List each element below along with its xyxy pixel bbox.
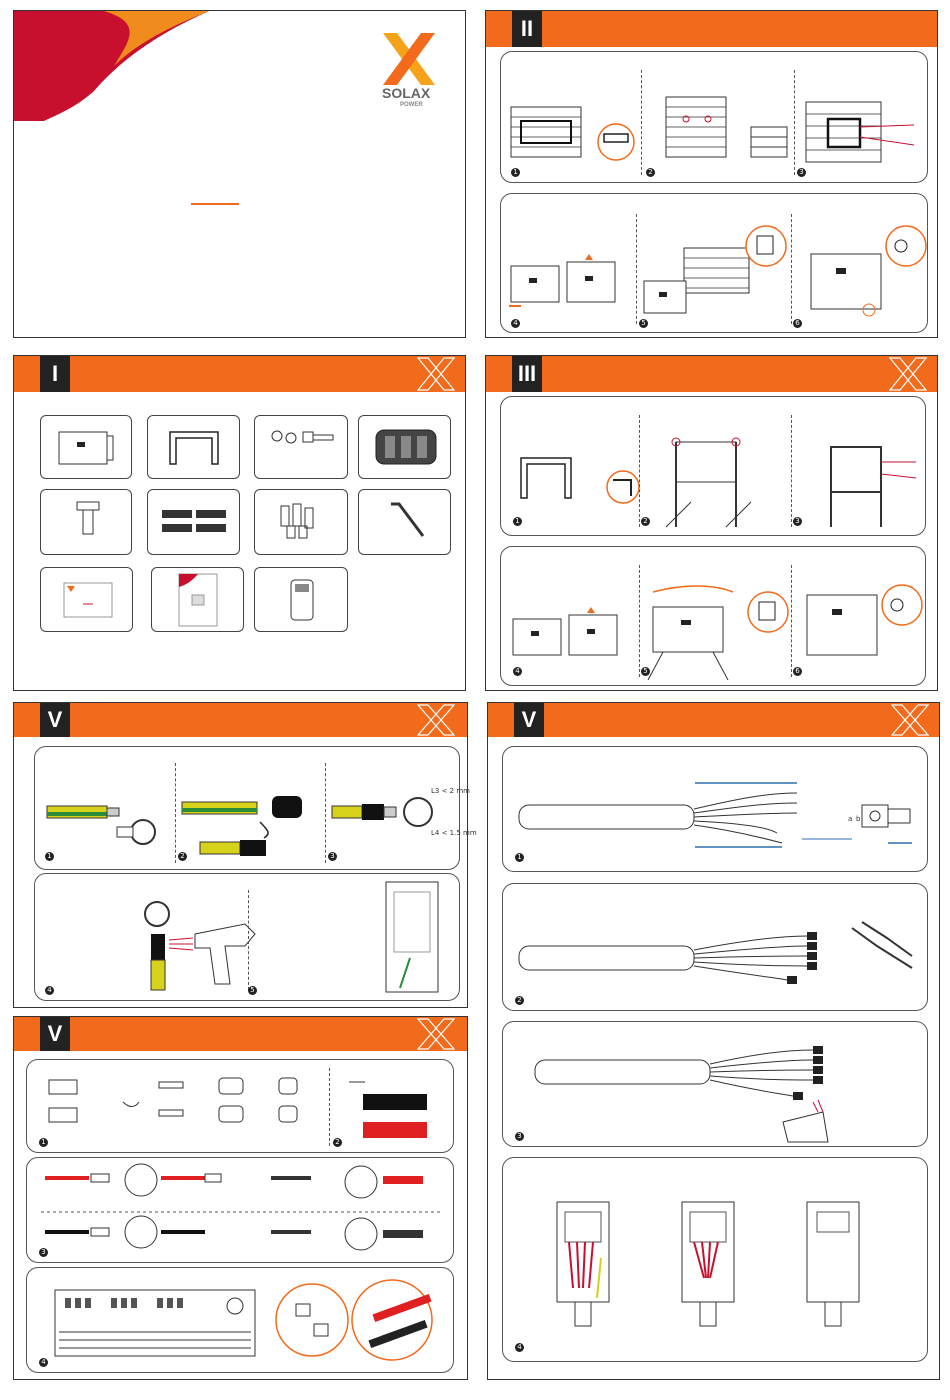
- inverter-closed-icon: [803, 1198, 863, 1328]
- section-roman: V: [40, 703, 70, 737]
- step-number: 2: [515, 996, 524, 1005]
- bolt-icon: [73, 500, 103, 540]
- step-box-crimp: [502, 883, 928, 1011]
- step-box-plug: [26, 1267, 454, 1373]
- card-icon: [63, 582, 113, 618]
- item-bracket: [147, 415, 240, 479]
- divider: [175, 763, 176, 863]
- step-number: 1: [515, 853, 524, 862]
- step-number: 1: [39, 1138, 48, 1147]
- step-number: 5: [248, 986, 257, 995]
- step-box-drill: [500, 51, 928, 183]
- step-box-assemble: [26, 1157, 454, 1263]
- step-number: 2: [641, 517, 650, 526]
- dimension-label: L4 < 1.5 mm: [431, 829, 477, 837]
- divider: [641, 70, 642, 175]
- solax-watermark-icon: [888, 703, 932, 737]
- item-ct-meter: [254, 567, 348, 632]
- divider: [791, 214, 792, 324]
- step-number: 3: [328, 852, 337, 861]
- ac-cable-crimp-icon: [517, 898, 917, 998]
- step-box-parts: [26, 1059, 454, 1153]
- section-ac-connection: [487, 702, 940, 1380]
- section-header: [486, 11, 937, 47]
- stand-bracket-icon: [801, 432, 921, 532]
- solax-logo-icon: [379, 31, 439, 87]
- hex-key-icon: [387, 500, 427, 544]
- bracket-icon: [513, 452, 633, 512]
- step-number: 2: [333, 1138, 342, 1147]
- step-number: 4: [39, 1358, 48, 1367]
- section-roman: I: [40, 356, 70, 392]
- step-box-heat: [34, 873, 460, 1001]
- step-box-mount: [500, 546, 926, 686]
- step-number: 4: [515, 1343, 524, 1352]
- pv-wire-strip-icon: [345, 1074, 445, 1144]
- wiring-box-icon: [553, 1198, 613, 1328]
- pv-parts-icon: [43, 1072, 323, 1142]
- step-box-stand: [500, 396, 926, 536]
- inverter-mounted-icon: [801, 224, 931, 324]
- divider: [329, 1068, 330, 1146]
- dimension-label: a: [848, 815, 853, 823]
- section-bracket-mount: [485, 355, 938, 691]
- item-ground-bolt: [40, 489, 132, 555]
- section-wall-mount: [485, 10, 938, 338]
- step-number: 1: [511, 168, 520, 177]
- step-box-wire: [502, 1157, 928, 1362]
- step-number: 6: [793, 667, 802, 676]
- step-box-shrink: [502, 1021, 928, 1147]
- manual-icon: [178, 573, 218, 627]
- solax-watermark-icon: [886, 356, 930, 392]
- connector-icon: [371, 422, 441, 472]
- step-number: 4: [513, 667, 522, 676]
- pin-icon: [277, 502, 327, 542]
- item-pv-pins: [254, 489, 348, 555]
- pv-plug-zoom-icon: [272, 1274, 442, 1364]
- cover-swoosh: [14, 11, 214, 121]
- step-number: 1: [513, 517, 522, 526]
- step-box-strip: [502, 746, 928, 872]
- step-number: 3: [797, 168, 806, 177]
- ac-cable-shrink-icon: [533, 1032, 933, 1142]
- divider: [639, 415, 640, 527]
- inverter-wall-icon: [639, 226, 789, 321]
- step-number: 5: [641, 667, 650, 676]
- step-number: 4: [511, 319, 520, 328]
- dimension-label: b: [856, 815, 861, 823]
- section-header: [14, 703, 467, 737]
- divider: [794, 70, 795, 175]
- item-warranty-card: [40, 567, 133, 632]
- inverter-icon: [509, 254, 619, 314]
- zoom-circle-icon: [596, 122, 636, 162]
- item-hex-key: [358, 489, 451, 555]
- divider: [791, 415, 792, 527]
- screw-icon: [267, 426, 337, 466]
- brick-detail-icon: [751, 127, 787, 157]
- step-number: 2: [646, 168, 655, 177]
- divider: [791, 565, 792, 677]
- inverter-mounted-icon: [797, 577, 927, 677]
- section-roman: III: [512, 356, 542, 392]
- meter-icon: [287, 576, 317, 626]
- inverter-icon: [57, 428, 117, 468]
- section-roman: V: [514, 703, 544, 737]
- inverter-stand-icon: [643, 582, 793, 682]
- divider: [325, 763, 326, 863]
- divider: [636, 214, 637, 324]
- dimension-label: L3 < 2 mm: [431, 787, 470, 795]
- pv-connector-icon: [160, 508, 230, 538]
- step-number: 3: [39, 1248, 48, 1257]
- heat-gun-icon: [135, 894, 275, 994]
- step-number: 3: [515, 1132, 524, 1141]
- wiring-box-icon: [678, 1198, 738, 1328]
- section-roman: V: [40, 1017, 70, 1051]
- item-manual: [151, 567, 244, 632]
- step-number: 6: [793, 319, 802, 328]
- section-roman: II: [512, 11, 542, 47]
- cover-panel: [13, 10, 466, 338]
- heat-shrink-icon: [180, 772, 320, 862]
- item-screws: [254, 415, 348, 479]
- inverter-side-icon: [380, 878, 450, 998]
- divider: [248, 890, 249, 990]
- step-number: 1: [45, 852, 54, 861]
- step-number: 2: [178, 852, 187, 861]
- step-box-crimp: [34, 746, 477, 870]
- brick-wall-icon: [666, 97, 726, 157]
- ac-cable-strip-icon: [517, 769, 917, 859]
- section-header: [14, 356, 465, 392]
- step-number: 4: [45, 986, 54, 995]
- bracket-icon: [164, 426, 224, 470]
- section-header: [486, 356, 937, 392]
- item-ac-connector: [358, 415, 451, 479]
- brick-wall-icon: [511, 107, 581, 157]
- item-inverter: [40, 415, 132, 479]
- pv-assemble-icon: [41, 1162, 441, 1258]
- pe-cable-icon: [45, 772, 175, 852]
- item-pv-connectors: [147, 489, 240, 555]
- step-number: 5: [639, 319, 648, 328]
- brand-sub: POWER: [400, 102, 423, 108]
- divider: [639, 565, 640, 677]
- brand-name: SOLAX: [382, 85, 431, 101]
- cover-underline: [191, 203, 239, 205]
- step-number: 3: [793, 517, 802, 526]
- solax-watermark-icon: [414, 1017, 458, 1051]
- section-packing-list: [13, 355, 466, 691]
- inverter-icon: [511, 607, 621, 667]
- section-pe-connection: [13, 702, 477, 1008]
- solax-watermark-icon: [414, 703, 458, 737]
- crimped-terminal-icon: [330, 772, 450, 852]
- inverter-pv-ports-icon: [51, 1282, 261, 1362]
- section-header: [14, 1017, 467, 1051]
- bracket-on-wall-icon: [806, 97, 916, 167]
- solax-watermark-icon: [414, 356, 458, 392]
- section-header: [488, 703, 939, 737]
- section-pv-connection: [13, 1016, 468, 1380]
- stand-frame-icon: [666, 432, 756, 532]
- step-box-mount: [500, 193, 928, 333]
